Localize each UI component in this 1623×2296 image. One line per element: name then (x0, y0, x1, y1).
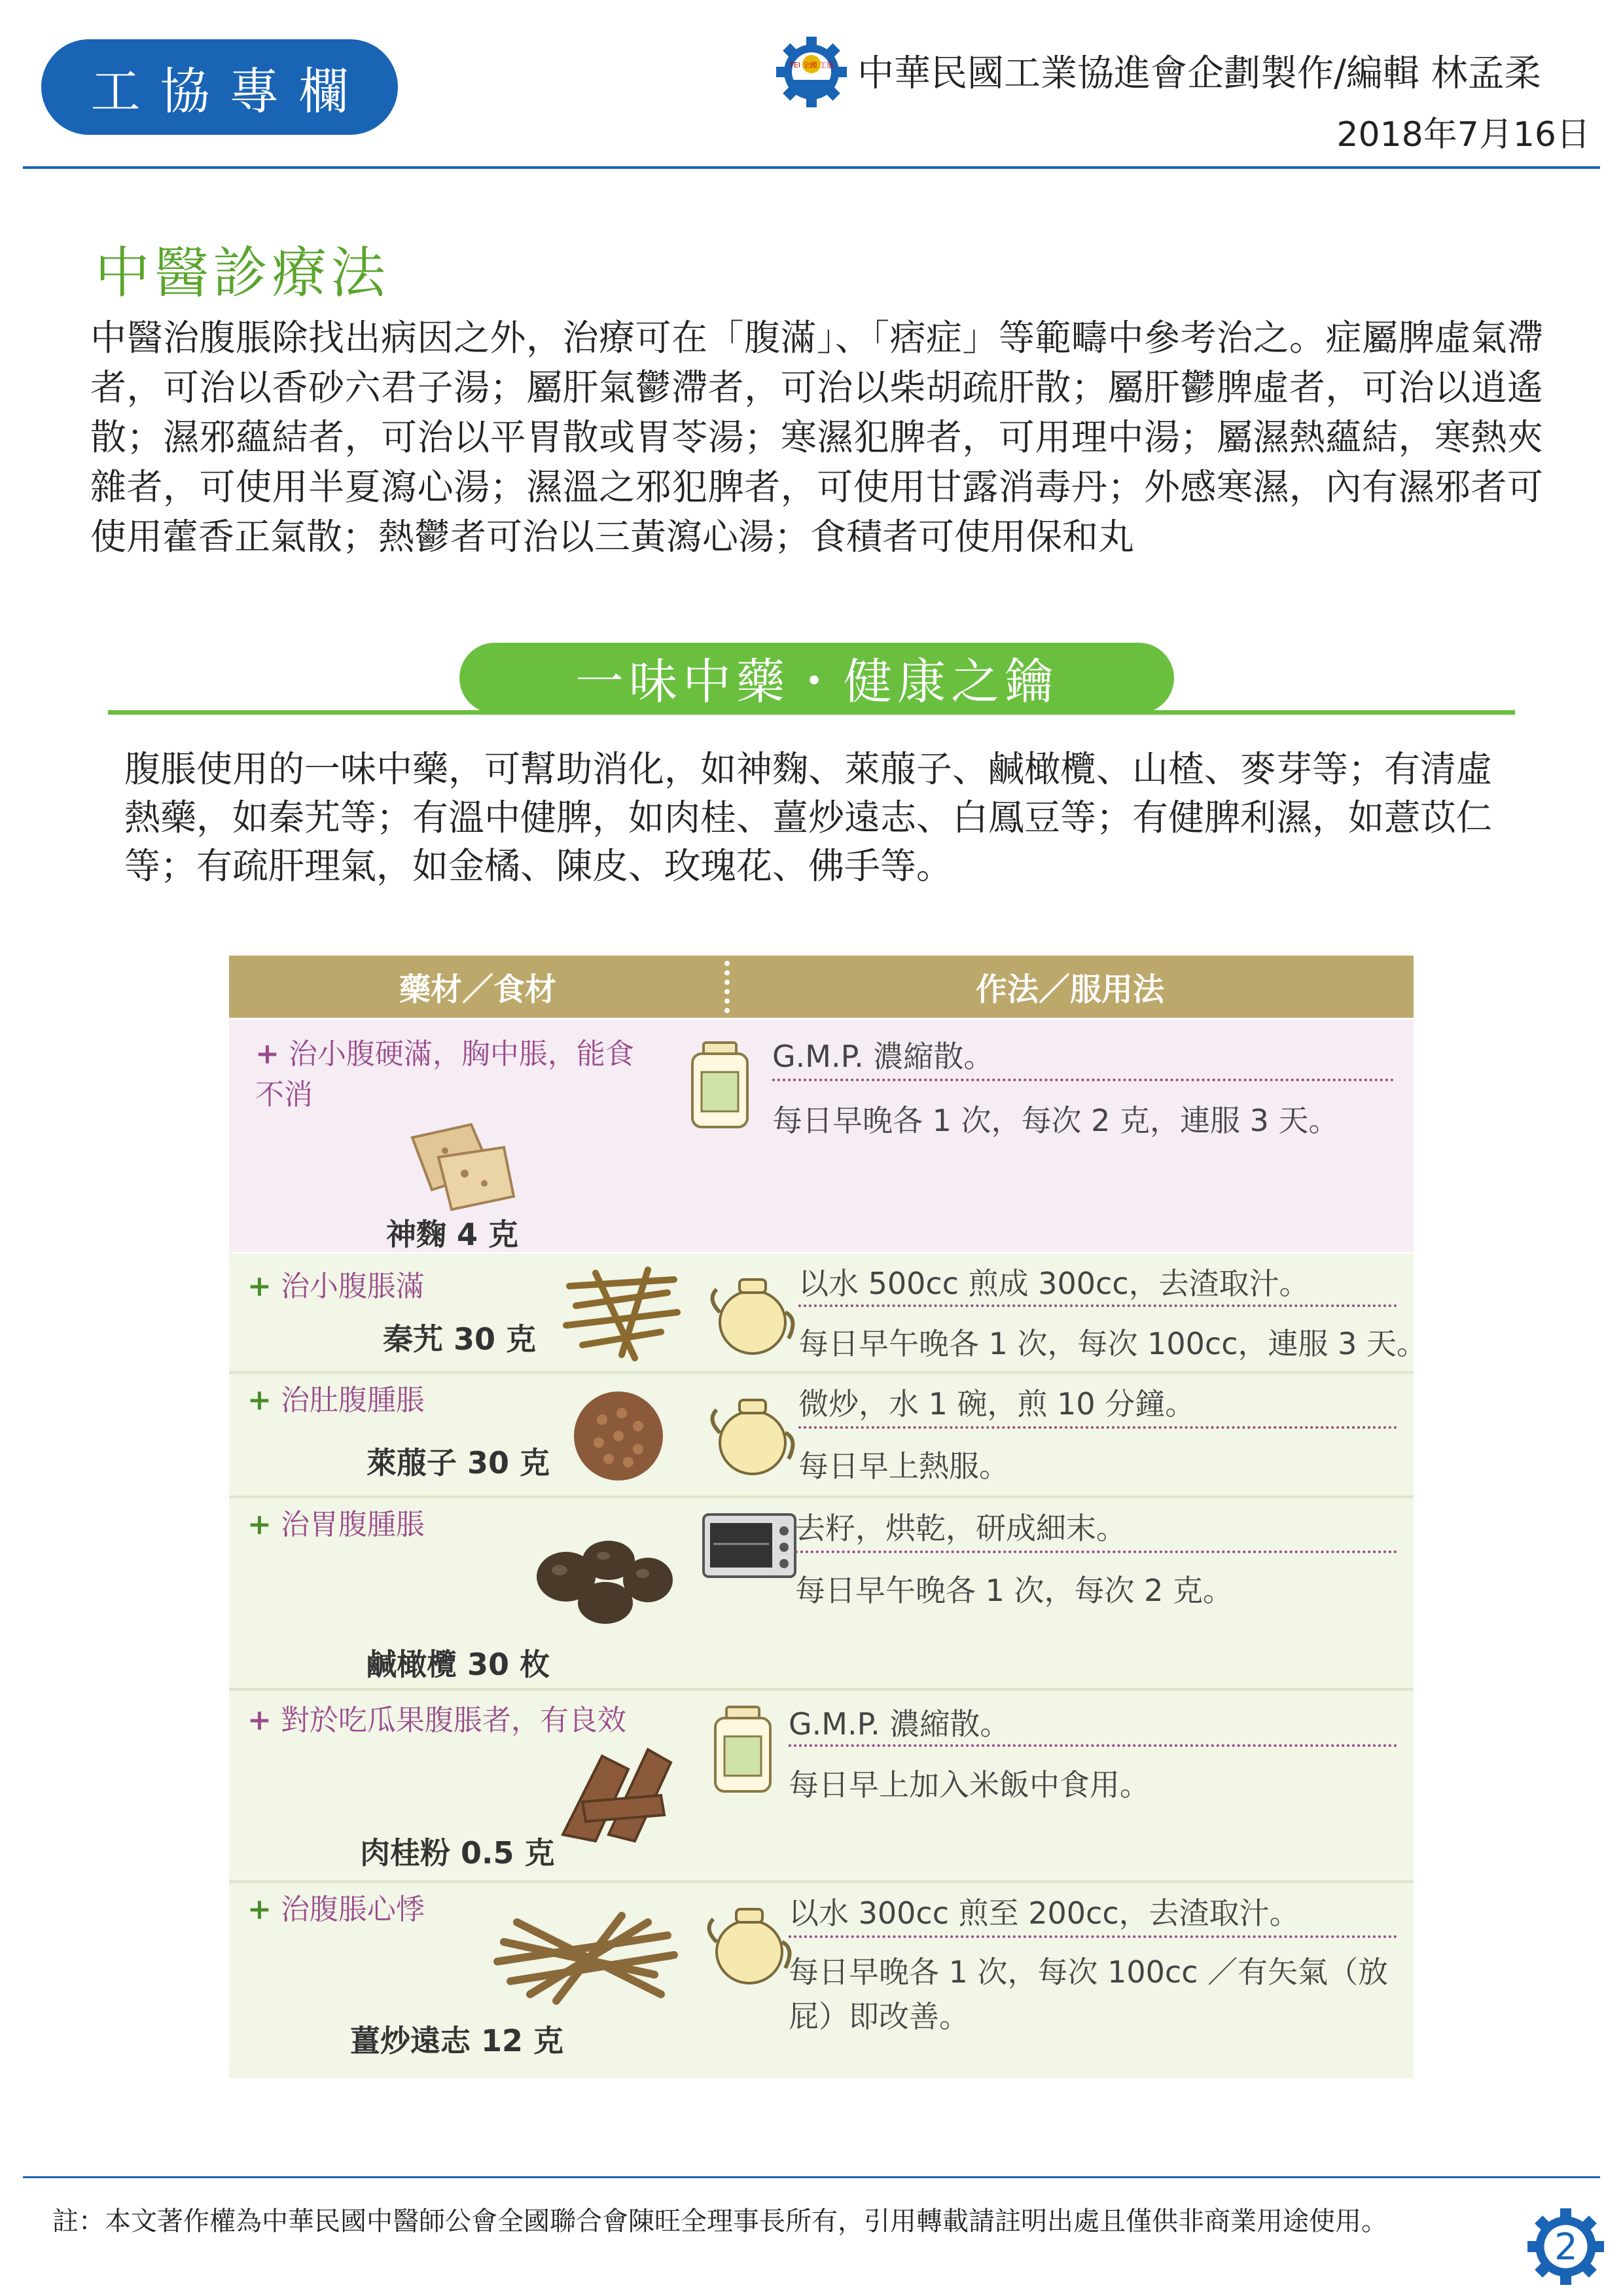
oven-icon (700, 1511, 798, 1583)
teapot-icon (710, 1260, 795, 1358)
copyright-note: 註：本文著作權為中華民國中醫師公會全國聯合會陳旺全理事長所有，引用轉載請註明出處且僅供非商業用途使用。 (52, 2206, 1387, 2236)
single-herb-paragraph: 腹脹使用的一味中藥，可幫助消化，如神麴、萊菔子、鹹橄欖、山楂、麥芽等；有清虛熱藥，如秦艽等；有溫中健脾，如肉桂、薑炒遠志、白鳳豆等；有健脾利濕，如薏苡仁等；有疏肝理氣，如金橘、陳皮、玫瑰花、佛手等。 (124, 748, 1493, 887)
gear-logo-icon (772, 33, 851, 111)
dotted-divider (798, 1304, 1397, 1307)
teapot-icon (707, 1890, 792, 1988)
dotted-divider (798, 1426, 1397, 1429)
herb-name: 萊菔子 30 克 (366, 1445, 550, 1480)
publish-date: 2018年7月16日 (1336, 115, 1590, 154)
dosage: 每日早晚各 1 次，每次 100cc ／有矢氣（放 (789, 1954, 1389, 1990)
dotted-divider (772, 1079, 1394, 1081)
shenqu-icon (393, 1111, 524, 1216)
section-banner-single-herb: 一味中藥・健康之鑰 (459, 643, 1174, 713)
dotted-divider (789, 1744, 1397, 1747)
tcm-treatment-paragraph: 中醫治腹脹除找出病因之外，治療可在「腹滿」、「痞症」等範疇中參考治之。症屬脾虛氣滯者，可治以香砂六君子湯；屬肝氣鬱滯者，可治以柴胡疏肝散；屬肝鬱脾虛者，可治以逍遙散；濕邪蘊結者，可治以平胃散或胃苓湯；寒濕犯脾者，可用理中湯；屬濕熱蘊結，寒熱夾雜者，可使用半夏瀉心湯；濕溫之邪犯脾者，可使用甘露消毒丹；外感寒濕，內有濕邪者可使用藿香正氣散；熱鬱者可治以三黃瀉心湯；食積者可使用保和丸 (90, 317, 1543, 558)
indication: + 對於吃瓜果腹脹者，有良效 (247, 1704, 626, 1737)
teapot-icon (710, 1380, 795, 1479)
preparation: 去籽，烘乾，研成細末。 (795, 1511, 1126, 1546)
preparation: G.M.P. 濃縮散。 (772, 1039, 994, 1074)
dosage: 每日早上熱服。 (798, 1448, 1009, 1484)
laifuzi-icon (569, 1387, 668, 1485)
table-row (229, 1374, 1414, 1496)
footer-divider (23, 2176, 1600, 2178)
dotted-divider (795, 1551, 1397, 1553)
table-row (229, 1883, 1414, 2078)
page-number: 2 (1554, 2225, 1578, 2269)
header-method: 作法／服用法 (975, 971, 1164, 1008)
jar-icon (687, 1039, 753, 1131)
indication: + 治胃腹腫脹 (247, 1508, 425, 1541)
indication: + 治肚腹腫脹 (247, 1384, 425, 1417)
herb-table (229, 956, 1427, 2078)
herb-name: 鹹橄欖 30 枚 (366, 1647, 550, 1682)
herb-name: 神麴 4 克 (386, 1217, 519, 1252)
header-ingredient: 藥材／食材 (399, 971, 556, 1008)
preparation: 以水 500cc 煎成 300cc，去渣取汁。 (798, 1266, 1310, 1301)
table-header (229, 956, 1414, 1018)
preparation: 微炒，水 1 碗，煎 10 分鐘。 (798, 1386, 1196, 1422)
dosage-continued: 屁）即改善。 (789, 1999, 969, 2034)
preparation: 以水 300cc 煎至 200cc，去渣取汁。 (789, 1895, 1300, 1931)
yuanzhi-icon (491, 1909, 681, 2007)
preparation: G.M.P. 濃縮散。 (789, 1706, 1010, 1742)
table-row (229, 1020, 1414, 1252)
table-row (229, 1498, 1414, 1688)
header-divider (23, 166, 1600, 169)
table-row (229, 1253, 1427, 1371)
column-badge: 工協專欄 (41, 39, 398, 135)
dosage: 每日早晚各 1 次，每次 2 克，連服 3 天。 (772, 1103, 1339, 1138)
jar-icon (710, 1704, 776, 1795)
olive-icon (530, 1531, 681, 1629)
table-row (229, 1691, 1414, 1880)
herb-name: 肉桂粉 0.5 克 (360, 1835, 555, 1871)
producer-credit: 中華民國工業協進會企劃製作/編輯 林孟柔 (857, 52, 1541, 95)
dosage: 每日早午晚各 1 次，每次 2 克。 (795, 1573, 1234, 1608)
herb-name: 秦艽 30 克 (383, 1321, 537, 1357)
herb-name: 薑炒遠志 12 克 (350, 2023, 564, 2058)
dosage: 每日早午晚各 1 次，每次 100cc，連服 3 天。 (798, 1326, 1427, 1361)
section-title-tcm-treatment: 中醫診療法 (95, 241, 390, 305)
indication: + 治小腹硬滿，胸中脹，能食不消 (255, 1037, 634, 1111)
indication: + 治腹脹心悸 (247, 1893, 425, 1926)
dosage: 每日早上加入米飯中食用。 (789, 1767, 1150, 1803)
dotted-divider (789, 1935, 1397, 1938)
cinnamon-icon (550, 1736, 681, 1848)
logo-text: TEI 全國 工協 (789, 61, 834, 69)
indication: + 治小腹脹滿 (247, 1270, 425, 1303)
qinjiao-icon (556, 1260, 687, 1365)
